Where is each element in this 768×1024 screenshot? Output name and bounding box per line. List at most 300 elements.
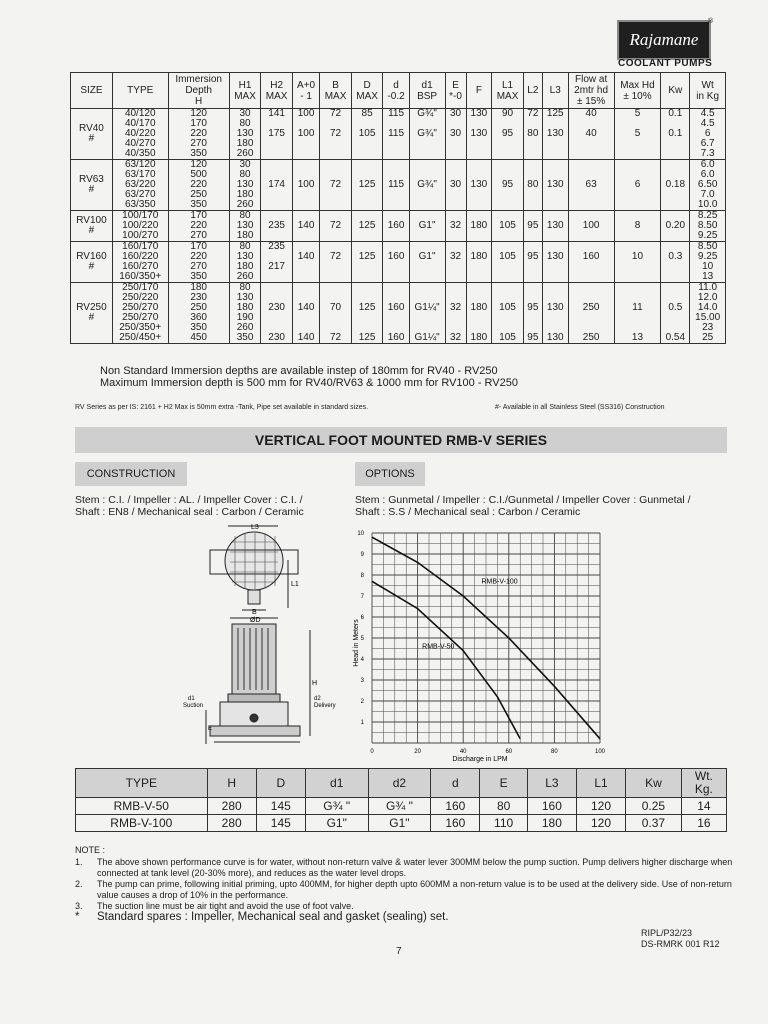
cell-e bbox=[445, 211, 466, 242]
rmb-cell: 145 bbox=[256, 815, 305, 832]
cell-value: 170 bbox=[190, 118, 207, 129]
cell-value: 30 bbox=[239, 159, 251, 170]
cell-maxhd bbox=[614, 283, 661, 344]
cell-value: 230 bbox=[190, 292, 207, 303]
cell-value: 130 bbox=[546, 128, 564, 139]
series-label: RMB-V-100 bbox=[481, 578, 518, 586]
chart-grid bbox=[372, 533, 600, 743]
cell-value: G¾" bbox=[417, 179, 437, 190]
cell-value: 6.0 bbox=[700, 169, 715, 180]
x-tick-label: 20 bbox=[414, 749, 421, 755]
cell-value: 40/350 bbox=[124, 148, 156, 159]
cell-e bbox=[445, 160, 466, 211]
cell-value: 100 bbox=[582, 220, 600, 231]
cell-d bbox=[351, 160, 383, 211]
rv-header-cell bbox=[568, 73, 614, 109]
y-tick-label: 5 bbox=[360, 636, 364, 642]
cell-l2 bbox=[523, 160, 542, 211]
rmb-header-row bbox=[76, 769, 727, 798]
cell-f bbox=[466, 211, 492, 242]
note-number: 3. bbox=[75, 901, 83, 911]
rv-header-text: MAX bbox=[356, 90, 378, 102]
cell-value: 174 bbox=[268, 179, 285, 190]
rv-header-text: d bbox=[393, 79, 399, 91]
cell-flow bbox=[568, 283, 614, 344]
cell-value bbox=[322, 272, 349, 282]
cell-value: 72 bbox=[527, 108, 539, 119]
cell-value bbox=[526, 231, 540, 241]
cell-value: 270 bbox=[190, 138, 207, 149]
cell-value: 130 bbox=[546, 220, 564, 231]
cell-l3 bbox=[542, 211, 568, 242]
label-suction: Suction bbox=[183, 703, 204, 709]
cell-value: 125 bbox=[358, 302, 376, 313]
rv-header-text: H2 bbox=[270, 79, 284, 91]
cell-value bbox=[295, 200, 317, 210]
rmb-cell: 145 bbox=[256, 798, 305, 815]
cell-value bbox=[412, 231, 443, 241]
cell-l3 bbox=[542, 109, 568, 160]
cell-value: 180 bbox=[236, 138, 254, 149]
cell-value: 180 bbox=[470, 302, 488, 313]
cell-value: 0.20 bbox=[665, 220, 686, 231]
cell-value: 160/270 bbox=[122, 261, 159, 272]
cell-value: 63/170 bbox=[124, 169, 156, 180]
cell-value bbox=[617, 231, 659, 241]
cell-value: 350 bbox=[190, 199, 207, 210]
note-number: 2. bbox=[75, 879, 83, 889]
label-od: ØD bbox=[250, 617, 261, 624]
cell-value: 160 bbox=[387, 251, 405, 262]
cell-kw bbox=[661, 109, 690, 160]
rv-header-text: Depth bbox=[185, 85, 212, 96]
cell-value: 80 bbox=[239, 169, 251, 180]
cell-value bbox=[526, 200, 540, 210]
cell-value: 220 bbox=[190, 251, 207, 262]
label-h: H bbox=[312, 680, 318, 687]
cell-value: 160 bbox=[387, 220, 405, 231]
options-text bbox=[355, 494, 691, 518]
rv-header-text: Flow at bbox=[574, 74, 608, 85]
rv-header-text: Immersion bbox=[175, 74, 222, 85]
size-value: # bbox=[88, 133, 95, 144]
cell-f bbox=[466, 242, 492, 283]
table-row bbox=[71, 109, 726, 160]
cell-kw bbox=[661, 242, 690, 283]
cell-h1 bbox=[229, 242, 261, 283]
rmb-cell: 16 bbox=[681, 815, 726, 832]
notes-title: NOTE : bbox=[75, 845, 106, 855]
cell-value: 10 bbox=[702, 261, 714, 272]
x-axis-label: Discharge in LPM bbox=[452, 756, 508, 763]
size-cell bbox=[71, 211, 113, 242]
cell-value: 40/220 bbox=[124, 128, 156, 139]
cell-value: 95 bbox=[527, 251, 539, 262]
rv-header-text: E bbox=[452, 79, 459, 91]
y-tick-label: 10 bbox=[357, 531, 364, 537]
cell-value: G1" bbox=[418, 220, 436, 231]
rmb-cell: 0.25 bbox=[626, 798, 682, 815]
construction-text bbox=[75, 494, 304, 518]
rv-header-text: in Kg bbox=[696, 90, 720, 102]
cell-value: 0.1 bbox=[668, 108, 683, 119]
size-value: # bbox=[88, 261, 95, 272]
cell-value: 72 bbox=[329, 220, 342, 231]
rmb-header-cell: d2 bbox=[368, 769, 431, 798]
immersion-notes bbox=[100, 365, 518, 389]
cell-h2 bbox=[261, 211, 293, 242]
rmb-cell: RMB-V-100 bbox=[76, 815, 208, 832]
rmb-header-cell: E bbox=[480, 769, 527, 798]
cell-value bbox=[545, 272, 566, 282]
cell-types bbox=[112, 109, 168, 160]
construction-text-line-1: Stem : C.I. / Impeller : AL. / Impeller Cover : C.I. / bbox=[75, 494, 303, 506]
cell-value: 450 bbox=[190, 332, 207, 343]
cell-value: 100/270 bbox=[122, 230, 159, 241]
x-tick-label: 40 bbox=[459, 749, 467, 755]
cell-l1 bbox=[492, 283, 524, 344]
cell-value bbox=[617, 149, 659, 159]
cell-value: 130 bbox=[236, 292, 254, 303]
construction-text-line-2: Shaft : EN8 / Mechanical seal : Carbon / Ceramic bbox=[75, 506, 304, 518]
rv-header-text: Kw bbox=[668, 85, 683, 96]
cell-value bbox=[295, 149, 317, 159]
cell-value: 13 bbox=[702, 271, 714, 282]
cell-value: G1" bbox=[418, 251, 436, 262]
cell-value: 170 bbox=[190, 241, 207, 252]
cell-value: 140 bbox=[297, 302, 315, 313]
cell-value: 160/350+ bbox=[119, 271, 162, 282]
cell-value: 130 bbox=[546, 332, 564, 343]
cell-dd bbox=[383, 109, 409, 160]
cell-dd bbox=[383, 160, 409, 211]
cell-value: 250/270 bbox=[122, 302, 159, 313]
performance-chart bbox=[330, 523, 620, 765]
cell-value: 8.50 bbox=[697, 241, 718, 252]
cell-value: 14.0 bbox=[697, 302, 718, 313]
cell-value bbox=[448, 149, 464, 159]
cell-value: 72 bbox=[329, 108, 342, 119]
cell-l2 bbox=[523, 109, 542, 160]
size-value: # bbox=[88, 312, 95, 323]
cell-value bbox=[663, 200, 687, 210]
rv-series-footnote: RV Series as per IS: 2161 + H2 Max is 50mm extra -Tank, Pipe set available in standard sizes. bbox=[75, 404, 369, 411]
cell-value: 63/120 bbox=[124, 159, 156, 170]
cell-value: 350 bbox=[190, 322, 207, 333]
cell-value bbox=[322, 200, 349, 210]
cell-value: 25 bbox=[702, 332, 714, 343]
cell-a bbox=[292, 160, 319, 211]
cell-value bbox=[385, 200, 406, 210]
cell-value: 190 bbox=[236, 312, 254, 323]
cell-value: 220 bbox=[190, 128, 207, 139]
brand-logo: Rajamane bbox=[617, 20, 711, 60]
rv-header-text: H bbox=[195, 96, 203, 107]
rv-header-cell bbox=[320, 73, 352, 109]
cell-value: 180 bbox=[470, 220, 488, 231]
rv-header-cell bbox=[523, 73, 542, 109]
note-item bbox=[75, 912, 735, 923]
cell-imm bbox=[168, 242, 229, 283]
cell-value: 180 bbox=[470, 332, 488, 343]
cell-value: 130 bbox=[236, 179, 254, 190]
cell-d bbox=[351, 242, 383, 283]
cell-value: 40/170 bbox=[124, 118, 156, 129]
rmb-cell: 280 bbox=[207, 798, 256, 815]
cell-value: 9.25 bbox=[697, 251, 718, 262]
cell-value: G¾" bbox=[417, 108, 437, 119]
cell-a bbox=[292, 211, 319, 242]
cell-value: 100/170 bbox=[122, 210, 159, 221]
cell-value: 80 bbox=[239, 210, 251, 221]
cell-value: 40 bbox=[585, 108, 597, 119]
cell-value: 11.0 bbox=[698, 282, 718, 293]
cell-value: 40/270 bbox=[124, 138, 156, 149]
cell-value: 13 bbox=[631, 332, 644, 343]
cell-value: 100/220 bbox=[122, 220, 159, 231]
size-value: RV160 bbox=[76, 251, 107, 262]
cell-flow bbox=[568, 242, 614, 283]
rv-header-text: H1 bbox=[238, 79, 252, 91]
cell-value: 350 bbox=[190, 148, 207, 159]
cell-value bbox=[663, 272, 687, 282]
cell-value bbox=[385, 231, 406, 241]
cell-value: 0.18 bbox=[665, 179, 686, 190]
table-row bbox=[71, 211, 726, 242]
cell-f bbox=[466, 109, 492, 160]
rmb-cell: 120 bbox=[576, 815, 625, 832]
cell-value: 0.1 bbox=[668, 128, 683, 139]
note-number: 1. bbox=[75, 857, 83, 867]
cell-value: 125 bbox=[546, 108, 564, 119]
cell-a bbox=[292, 242, 319, 283]
cell-value: 85 bbox=[361, 108, 373, 119]
cell-imm bbox=[168, 160, 229, 211]
cell-b bbox=[320, 283, 352, 344]
cell-h2 bbox=[261, 242, 293, 283]
rv-header-text: MAX bbox=[324, 90, 347, 102]
label-e: E bbox=[208, 726, 213, 732]
cell-value: 260 bbox=[236, 271, 254, 282]
cell-value: 7.0 bbox=[700, 189, 715, 200]
cell-value bbox=[354, 200, 381, 210]
cell-value: 63/270 bbox=[124, 189, 156, 200]
cell-value bbox=[526, 149, 540, 159]
cell-value: 5 bbox=[634, 128, 641, 139]
rv-header-cell bbox=[383, 73, 409, 109]
cell-kw bbox=[661, 160, 690, 211]
cell-value bbox=[526, 272, 540, 282]
size-cell bbox=[71, 283, 113, 344]
cell-value: 95 bbox=[501, 179, 514, 190]
cell-value: 125 bbox=[358, 332, 376, 343]
immersion-note-1: Non Standard Immersion depths are available instep of 180mm for RV40 - RV250 bbox=[100, 365, 498, 377]
cell-d bbox=[351, 283, 383, 344]
table-row bbox=[71, 242, 726, 283]
note-number: * bbox=[75, 911, 80, 923]
cell-value: 30 bbox=[449, 179, 462, 190]
cell-value: 160/170 bbox=[122, 241, 159, 252]
cell-value: 6.7 bbox=[700, 138, 715, 149]
rv-header-text: BSP bbox=[417, 90, 438, 102]
cell-value: 250/220 bbox=[122, 292, 159, 303]
rv-header-text: L1 bbox=[501, 79, 514, 91]
cell-value: 235 bbox=[268, 241, 285, 252]
rv-header-text: MAX bbox=[234, 90, 256, 102]
cell-value: 72 bbox=[329, 128, 342, 139]
cell-l1 bbox=[492, 242, 524, 283]
cell-value bbox=[412, 149, 443, 159]
cell-value: 130 bbox=[546, 251, 564, 262]
rmb-v-table bbox=[75, 768, 727, 832]
cell-value: 10 bbox=[631, 251, 644, 262]
rv-header-text: *-0 bbox=[449, 90, 462, 102]
cell-imm bbox=[168, 109, 229, 160]
rv-header-text: MAX bbox=[496, 90, 519, 102]
label-b: B bbox=[252, 609, 257, 616]
cell-value: 160 bbox=[387, 332, 405, 343]
y-tick-label: 3 bbox=[360, 678, 364, 684]
cell-e bbox=[445, 109, 466, 160]
cell-d1 bbox=[409, 242, 445, 283]
rmb-cell: 14 bbox=[681, 798, 726, 815]
cell-value: 350 bbox=[190, 271, 207, 282]
cell-wt bbox=[690, 242, 726, 283]
cell-value: 6 bbox=[704, 128, 711, 139]
cell-value: 125 bbox=[358, 179, 376, 190]
cell-value: 350 bbox=[236, 332, 254, 343]
cell-value bbox=[448, 272, 464, 282]
note-text: The above shown performance curve is for water, without non-return valve & water lever 300MM below the pump suction. Pump delivers higher discharge when connected at tank level (20-30% more), and reduces as the water level drops. bbox=[97, 857, 733, 878]
cell-value bbox=[322, 149, 349, 159]
cell-value: 15.00 bbox=[695, 312, 721, 323]
cell-value: G1¼" bbox=[414, 332, 440, 343]
cell-value: 130 bbox=[546, 302, 564, 313]
impeller-housing bbox=[225, 532, 283, 590]
rv-table-body bbox=[71, 109, 726, 344]
cell-l2 bbox=[523, 283, 542, 344]
series-line-1 bbox=[372, 581, 520, 739]
rv-header-cell bbox=[466, 73, 492, 109]
cell-wt bbox=[690, 211, 726, 242]
cell-flow bbox=[568, 109, 614, 160]
rv-table-header bbox=[71, 73, 726, 109]
cell-value: 32 bbox=[449, 332, 462, 343]
label-d2: d2 bbox=[314, 696, 321, 702]
cell-l1 bbox=[492, 211, 524, 242]
cell-value: 95 bbox=[501, 128, 514, 139]
cell-value: 32 bbox=[449, 302, 462, 313]
label-delivery: Delivery bbox=[314, 703, 336, 709]
rv-header-text: A+0 bbox=[297, 79, 316, 91]
cell-value: 140 bbox=[297, 251, 315, 262]
cell-value: 100 bbox=[297, 108, 315, 119]
pump-drawing bbox=[170, 520, 336, 760]
cell-value: 30 bbox=[239, 108, 251, 119]
cell-value: 250 bbox=[190, 302, 207, 313]
x-tick-label: 60 bbox=[505, 749, 513, 755]
cell-value: 8.25 bbox=[697, 210, 718, 221]
cell-value: 180 bbox=[236, 189, 254, 200]
cell-h1 bbox=[229, 283, 261, 344]
note-item bbox=[75, 879, 735, 901]
cell-b bbox=[320, 160, 352, 211]
cell-value: 30 bbox=[449, 128, 462, 139]
cell-value bbox=[469, 231, 490, 241]
rmb-header-cell: Wt. Kg. bbox=[681, 769, 726, 798]
cell-value: 95 bbox=[527, 220, 539, 231]
x-tick-label: 100 bbox=[594, 749, 606, 755]
cell-e bbox=[445, 283, 466, 344]
cell-value bbox=[448, 200, 464, 210]
rmb-cell: RMB-V-50 bbox=[76, 798, 208, 815]
cell-value: 180 bbox=[190, 282, 207, 293]
cell-l3 bbox=[542, 242, 568, 283]
cell-value: 170 bbox=[190, 210, 207, 221]
cell-value: 260 bbox=[236, 199, 254, 210]
rmb-header-cell: Kw bbox=[626, 769, 682, 798]
cell-value: 6.50 bbox=[697, 179, 718, 190]
cell-value: 250/270 bbox=[122, 312, 159, 323]
cell-value: 105 bbox=[358, 128, 376, 139]
cell-value: 141 bbox=[268, 108, 285, 119]
cell-flow bbox=[568, 160, 614, 211]
cell-h2 bbox=[261, 109, 293, 160]
cell-value: 90 bbox=[501, 108, 514, 119]
cell-flow bbox=[568, 211, 614, 242]
label-d1: d1 bbox=[188, 696, 195, 702]
cell-l3 bbox=[542, 160, 568, 211]
cell-value: 72 bbox=[329, 251, 342, 262]
series-label: RMB-V-50 bbox=[422, 643, 455, 651]
rv-header-text: ± 10% bbox=[623, 90, 652, 102]
cell-value: 105 bbox=[499, 251, 516, 262]
rv-header-text: L3 bbox=[549, 85, 561, 96]
rv-header-cell bbox=[168, 73, 229, 109]
rmb-v-table-body bbox=[76, 769, 727, 832]
cell-f bbox=[466, 160, 492, 211]
cell-value bbox=[663, 149, 687, 159]
cell-value: 32 bbox=[449, 220, 462, 231]
size-value: # bbox=[88, 184, 95, 195]
rmb-cell: 0.37 bbox=[626, 815, 682, 832]
cell-value: 140 bbox=[297, 220, 315, 231]
cell-value bbox=[494, 231, 521, 241]
brand-subtitle: COOLANT PUMPS bbox=[618, 58, 713, 69]
cell-value: 80 bbox=[527, 128, 539, 139]
cell-l2 bbox=[523, 242, 542, 283]
rv-header-text: Max Hd bbox=[620, 79, 655, 91]
cell-value bbox=[571, 149, 612, 159]
cell-value: 180 bbox=[236, 261, 254, 272]
rv-header-text: d1 bbox=[421, 79, 433, 91]
cell-value bbox=[469, 200, 490, 210]
cell-kw bbox=[661, 283, 690, 344]
cell-value bbox=[263, 272, 290, 282]
y-tick-label: 1 bbox=[360, 720, 364, 726]
cell-value bbox=[295, 231, 317, 241]
cell-wt bbox=[690, 160, 726, 211]
cell-value bbox=[354, 149, 381, 159]
table-row bbox=[71, 160, 726, 211]
cell-value bbox=[354, 231, 381, 241]
rmb-cell: 80 bbox=[480, 798, 527, 815]
cell-value bbox=[663, 231, 687, 241]
cell-value: 250/350+ bbox=[119, 322, 162, 333]
cell-value bbox=[571, 272, 612, 282]
cell-l3 bbox=[542, 283, 568, 344]
cell-value: 100 bbox=[297, 179, 315, 190]
